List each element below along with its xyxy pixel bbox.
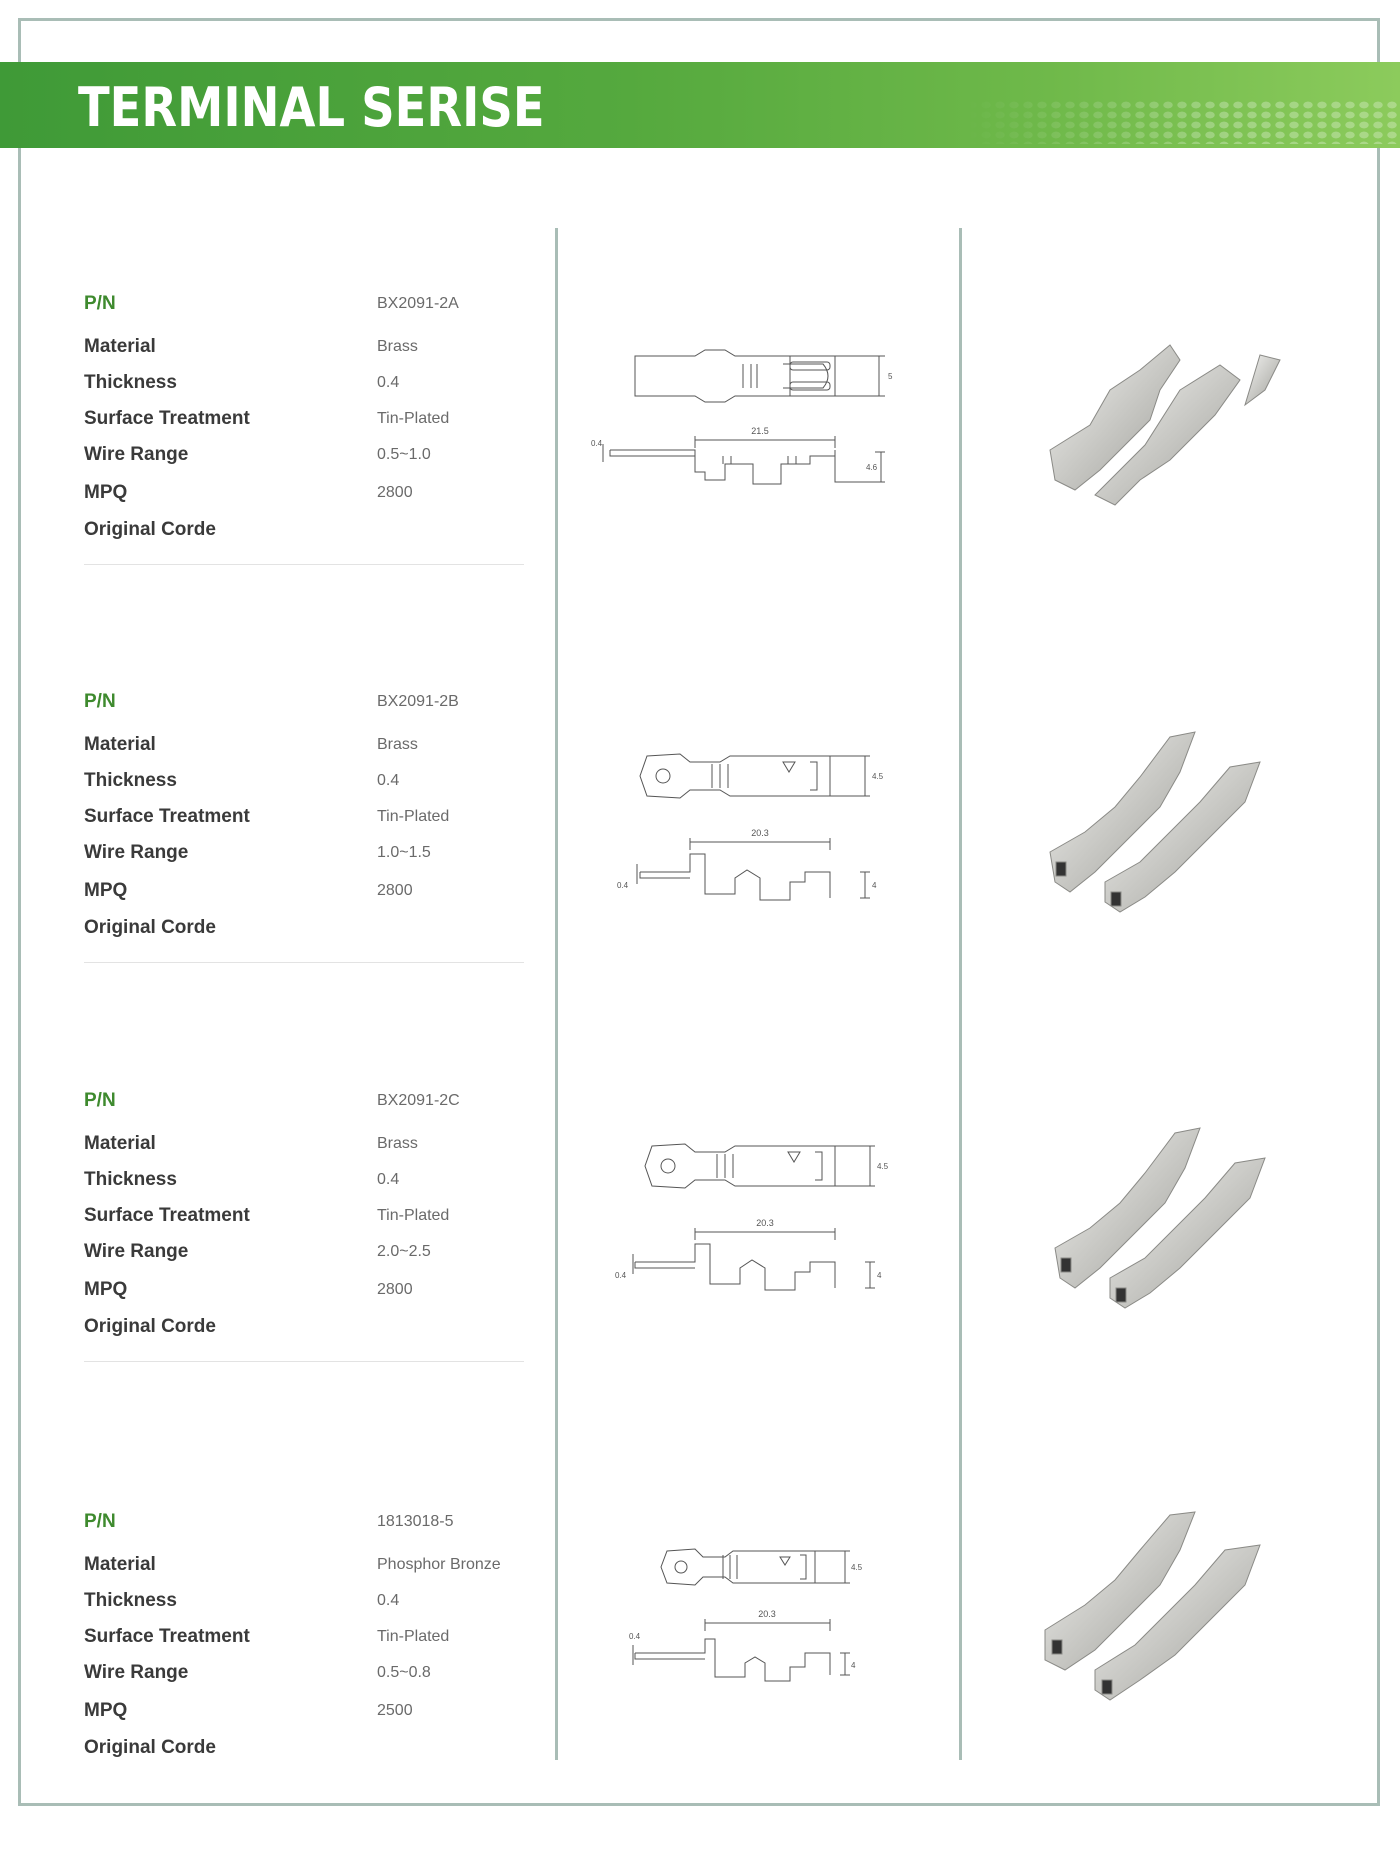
spec-row-original-code (84, 1316, 526, 1344)
pn-label: P/N (84, 691, 116, 712)
dim-length: 20.3 (751, 828, 769, 838)
material-value: Phosphor Bronze (377, 1556, 501, 1573)
wire-range-label: Wire Range (84, 842, 189, 863)
spec-row-wire-range (84, 1241, 526, 1269)
product-photo-4 (1030, 1510, 1310, 1730)
product-photo-1 (1030, 330, 1310, 550)
spec-row-thickness (84, 1590, 526, 1618)
spec-row-mpq (84, 1279, 526, 1307)
pn-value: 1813018-5 (377, 1513, 454, 1530)
spec-row-material (84, 1133, 526, 1161)
column-divider-right (959, 228, 962, 1760)
thickness-value: 0.4 (377, 1592, 400, 1609)
thickness-value: 0.4 (377, 374, 400, 391)
mpq-value: 2800 (377, 882, 413, 899)
surface-label: Surface Treatment (84, 408, 250, 429)
dim-length: 20.3 (756, 1218, 774, 1228)
material-label: Material (84, 1554, 156, 1575)
spec-row-original-code (84, 1737, 526, 1765)
dim-thickness: 0.4 (617, 881, 629, 890)
dim-height: 4 (877, 1271, 882, 1280)
wire-range-value: 0.5~1.0 (377, 446, 431, 463)
technical-drawing-2 (585, 740, 935, 920)
thickness-value: 0.4 (377, 772, 400, 789)
thickness-label: Thickness (84, 1590, 177, 1611)
spec-row-material (84, 336, 526, 364)
wire-range-label: Wire Range (84, 1241, 189, 1262)
dim-height: 4 (851, 1661, 856, 1670)
spec-row-wire-range (84, 444, 526, 472)
pn-value: BX2091-2B (377, 693, 459, 710)
spec-row-pn (84, 1511, 526, 1539)
spec-row-surface (84, 1626, 526, 1654)
wire-range-label: Wire Range (84, 1662, 189, 1683)
spec-row-wire-range (84, 1662, 526, 1690)
surface-value: Tin-Plated (377, 808, 450, 825)
pn-label: P/N (84, 293, 116, 314)
mpq-label: MPQ (84, 1279, 128, 1300)
material-value: Brass (377, 1135, 418, 1152)
thickness-label: Thickness (84, 372, 177, 393)
spec-row-wire-range (84, 842, 526, 870)
pn-label: P/N (84, 1511, 116, 1532)
material-label: Material (84, 1133, 156, 1154)
mpq-value: 2800 (377, 1281, 413, 1298)
spec-row-mpq (84, 1700, 526, 1728)
mpq-label: MPQ (84, 880, 128, 901)
product-photo-3 (1030, 1118, 1310, 1338)
column-divider-left (555, 228, 558, 1760)
dim-thickness: 0.4 (591, 439, 603, 448)
spec-row-original-code (84, 519, 526, 547)
surface-label: Surface Treatment (84, 1205, 250, 1226)
mpq-label: MPQ (84, 1700, 128, 1721)
thickness-value: 0.4 (377, 1171, 400, 1188)
header-banner (0, 62, 1400, 148)
spec-row-mpq (84, 482, 526, 510)
dim-height: 4 (872, 881, 877, 890)
dim-length: 20.3 (758, 1609, 776, 1619)
mpq-label: MPQ (84, 482, 128, 503)
dim-width: 4.5 (872, 772, 884, 781)
spec-row-pn (84, 293, 526, 321)
technical-drawing-3 (585, 1130, 935, 1310)
dim-length: 21.5 (751, 426, 769, 436)
pn-label: P/N (84, 1090, 116, 1111)
surface-label: Surface Treatment (84, 806, 250, 827)
page-title: TERMINAL SERISE (78, 76, 545, 139)
surface-value: Tin-Plated (377, 1628, 450, 1645)
pn-value: BX2091-2A (377, 295, 459, 312)
surface-value: Tin-Plated (377, 410, 450, 427)
material-value: Brass (377, 338, 418, 355)
material-label: Material (84, 734, 156, 755)
dim-width: 4.5 (877, 1162, 889, 1171)
material-value: Brass (377, 736, 418, 753)
wire-range-value: 0.5~0.8 (377, 1664, 431, 1681)
wire-range-label: Wire Range (84, 444, 189, 465)
dim-width: 4.5 (851, 1563, 863, 1572)
spec-row-surface (84, 408, 526, 436)
surface-value: Tin-Plated (377, 1207, 450, 1224)
original-code-label: Original Corde (84, 1737, 216, 1758)
pn-value: BX2091-2C (377, 1092, 460, 1109)
mpq-value: 2800 (377, 484, 413, 501)
spec-row-pn (84, 691, 526, 719)
spec-divider (84, 564, 524, 565)
dim-thickness: 0.4 (615, 1271, 627, 1280)
spec-row-surface (84, 1205, 526, 1233)
spec-row-surface (84, 806, 526, 834)
spec-divider (84, 1361, 524, 1362)
technical-drawing-1 (585, 340, 935, 520)
wire-range-value: 2.0~2.5 (377, 1243, 431, 1260)
material-label: Material (84, 336, 156, 357)
wire-range-value: 1.0~1.5 (377, 844, 431, 861)
thickness-label: Thickness (84, 1169, 177, 1190)
banner-dot-pattern (965, 100, 1400, 144)
spec-row-thickness (84, 372, 526, 400)
dim-height: 4.6 (866, 463, 878, 472)
spec-row-original-code (84, 917, 526, 945)
mpq-value: 2500 (377, 1702, 413, 1719)
spec-row-pn (84, 1090, 526, 1118)
product-photo-2 (1030, 722, 1310, 942)
spec-row-material (84, 1554, 526, 1582)
spec-row-thickness (84, 770, 526, 798)
original-code-label: Original Corde (84, 917, 216, 938)
technical-drawing-4 (585, 1535, 935, 1715)
spec-row-material (84, 734, 526, 762)
original-code-label: Original Corde (84, 519, 216, 540)
surface-label: Surface Treatment (84, 1626, 250, 1647)
spec-row-mpq (84, 880, 526, 908)
thickness-label: Thickness (84, 770, 177, 791)
dim-width: 5 (888, 372, 893, 381)
spec-row-thickness (84, 1169, 526, 1197)
original-code-label: Original Corde (84, 1316, 216, 1337)
dim-thickness: 0.4 (629, 1632, 641, 1641)
spec-divider (84, 962, 524, 963)
